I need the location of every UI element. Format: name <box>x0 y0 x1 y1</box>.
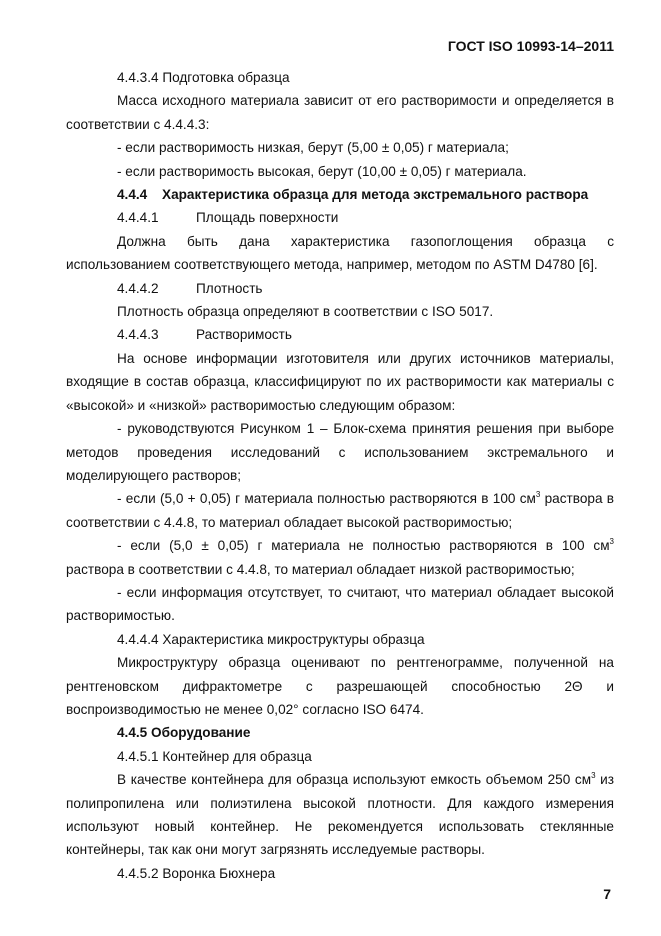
section-title-4-4-4-4: 4.4.4.4 Характеристика микроструктуры образца <box>117 631 425 647</box>
section-title-4-4-5-2: 4.4.5.2 Воронка Бюхнера <box>117 865 276 881</box>
section-title-text: Площадь поверхности <box>196 210 339 226</box>
section-number: 4.4.4 <box>117 187 148 203</box>
list-item-text: раствора в соответствии с 4.4.8, то материал обладает высокой растворимостью; <box>66 491 615 530</box>
list-item: - руководствуются Рисунком 1 – Блок-схема принятия решения при выборе методов проведения исследований с использованием экстремального и моделирующего растворов; <box>66 421 614 483</box>
list-item-text: - если (5,0 + 0,05) г материала полностью растворяются в 100 см <box>117 491 536 507</box>
list-item-text: раствора в соответствии с 4.4.8, то материал обладает низкой растворимостью; <box>66 561 575 577</box>
document-body <box>66 66 614 885</box>
section-title-text: Плотность <box>196 280 263 296</box>
superscript: 3 <box>535 490 541 500</box>
paragraph: Микроструктуру образца оценивают по рентгенограмме, полученной на рентгеновском дифрактометре с разрешающей способностью 2Θ и <box>66 655 614 694</box>
section-heading-4-4-5: 4.4.5 Оборудование <box>117 725 251 741</box>
section-title-4-4-5-1: 4.4.5.1 Контейнер для образца <box>117 748 312 764</box>
superscript: 3 <box>591 771 596 781</box>
section-title-text: Растворимость <box>196 327 292 343</box>
section-title-4-4-4-3 <box>66 323 614 346</box>
section-number: 4.4.4.2 <box>117 280 159 296</box>
document-header: ГОСТ ISO 10993-14–2011 <box>447 38 614 54</box>
list-item: - если растворимость высокая, берут (10,00 ± 0,05) г материала. <box>117 163 527 179</box>
paragraph: воспроизводимостью не менее 0,02° согласно ISO 6474. <box>66 701 424 717</box>
paragraph <box>66 768 614 862</box>
paragraph: На основе информации изготовителя или других источников материалы, входящие в состав образца, классифицируют по их растворимости как материалы с «высокой» и «низкой» растворимостью следующим образом: <box>66 350 614 413</box>
list-item <box>66 487 614 534</box>
section-title-4-4-4-2 <box>66 277 614 300</box>
section-title-4-4-3-4: 4.4.3.4 Подготовка образца <box>117 70 290 85</box>
paragraph: Должна быть дана характеристика газопоглощения образца с использованием соответствующего метода, например, методом по ASTM D4780 [6]. <box>66 233 614 273</box>
paragraph: Масса исходного материала зависит от его растворимости и определяется в соответствии с 4.4.4.3: <box>66 93 614 132</box>
paragraph-text: В качестве контейнера для образца используют емкость объемом 250 см <box>117 772 592 788</box>
superscript: 3 <box>609 537 614 547</box>
list-item: - если растворимость низкая, берут (5,00 ± 0,05) г материала; <box>117 140 509 156</box>
section-number: 4.4.4.1 <box>117 210 159 226</box>
section-number: 4.4.4.3 <box>117 327 159 343</box>
list-item: - если информация отсутствует, то считают, что материал обладает высокой растворимостью. <box>66 584 614 624</box>
list-item <box>66 534 614 581</box>
section-heading-4-4-4 <box>66 183 614 206</box>
paragraph-text: из полипропилена или полиэтилена высокой плотности. Для каждого измерения используют новый контейнер. Не рекомендуется использовать стеклянные контейнеры, так как они могут загрязнять исследуемые растворы. <box>66 772 614 858</box>
paragraph: Плотность образца определяют в соответствии с ISO 5017. <box>117 304 494 320</box>
section-title-4-4-4-1 <box>66 206 614 229</box>
page-number: 7 <box>603 886 611 902</box>
section-heading-text: Характеристика образца для метода экстремального раствора <box>162 187 589 203</box>
list-item-text: - если (5,0 ± 0,05) г материала не полностью растворяются в 100 см <box>117 538 610 554</box>
